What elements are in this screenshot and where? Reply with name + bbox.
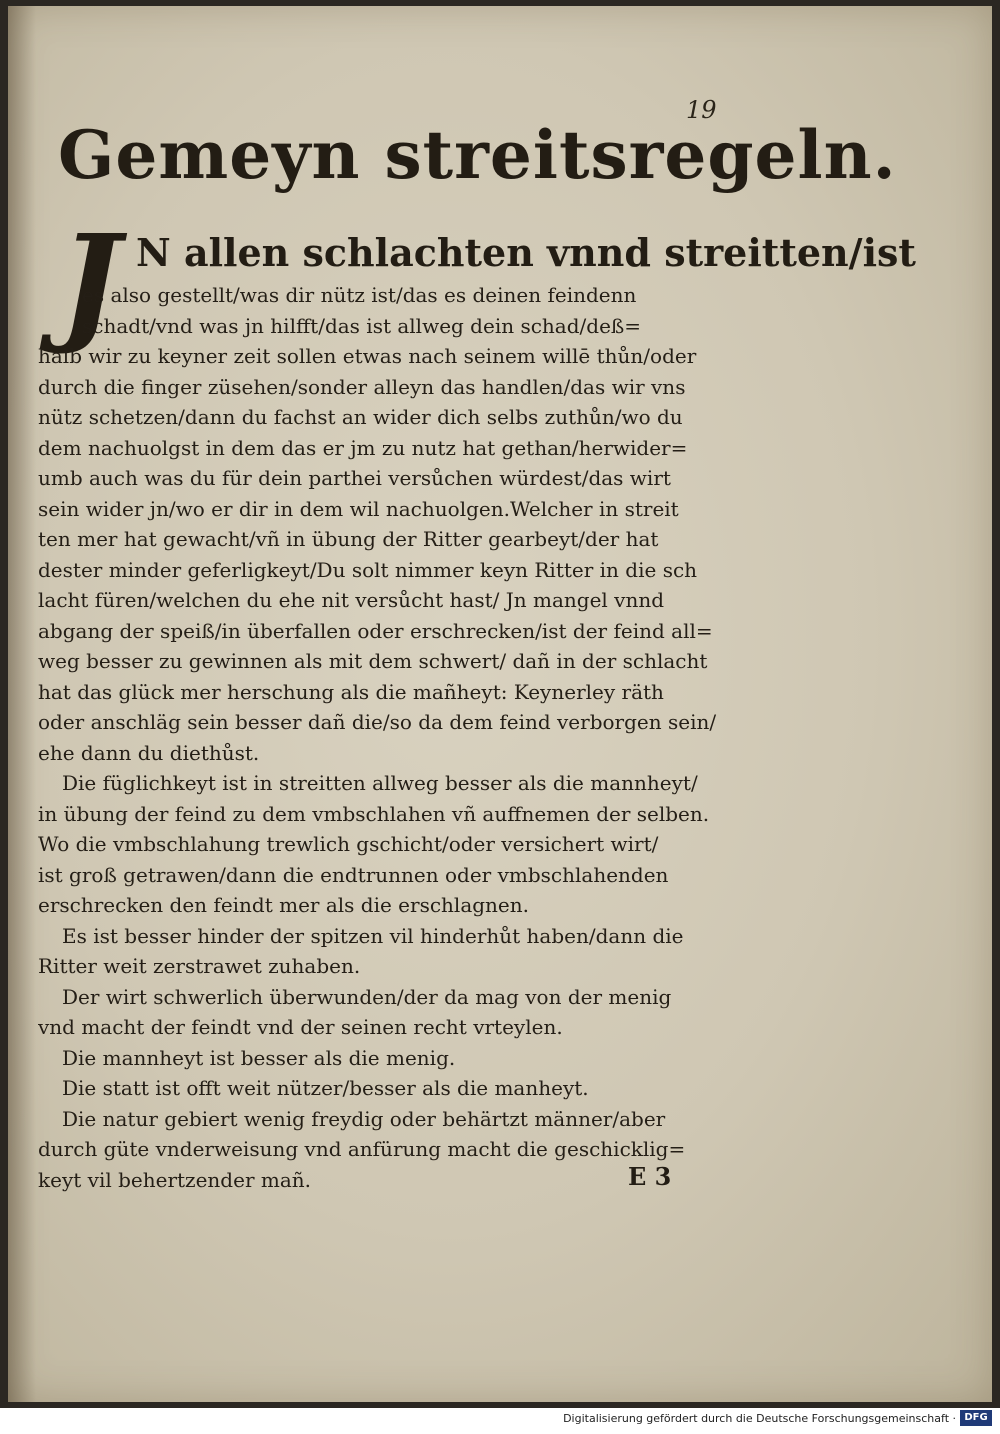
paragraph-line: Der wirt schwerlich überwunden/der da mag von der menig <box>62 984 672 1009</box>
text-line: sein wider jn/wo er dir in dem wil nachuolgen.Welcher in streit <box>38 496 679 521</box>
paragraph-line: erschrecken den feindt mer als die erschlagnen. <box>38 893 529 917</box>
text-line: dem nachuolgst in dem das er jm zu nutz hat gethan/herwider= <box>38 435 688 460</box>
text-line: ten mer hat gewacht/vñ in übung der Ritter gearbeyt/der hat <box>38 527 659 551</box>
text-line: halb wir zu keyner zeit sollen etwas nach seinem willē thůn/oder <box>38 344 697 368</box>
text-line: oder anschläg sein besser dañ die/so da dem feind verborgen sein/ <box>38 710 717 734</box>
body-text <box>38 280 778 1195</box>
paragraph-line: Wo die vmbschlahung trewlich gschicht/oder versichert wirt/ <box>38 832 659 856</box>
text-line: ehe dann du diethůst. <box>38 740 260 765</box>
paragraph-line: keyt vil behertzender mañ. <box>38 1167 311 1192</box>
page-heading: Gemeyn streitsregeln. <box>58 116 897 194</box>
paragraph-line: vnd macht der feindt vnd der seinen recht vrteylen. <box>38 1015 563 1039</box>
text-line: lacht füren/welchen du ehe nit versůcht hast/ Jn mangel vnnd <box>38 588 665 612</box>
paragraph-line: durch güte vnderweisung vnd anfürung macht die geschicklig= <box>38 1137 686 1161</box>
text-line: weg besser zu gewinnen als mit dem schwert/ dañ in der schlacht <box>38 649 708 673</box>
paragraph-line: Die füglichkeyt ist in streitten allweg besser als die mannheyt/ <box>62 771 698 795</box>
paragraph-line: Die mannheyt ist besser als die menig. <box>62 1045 456 1070</box>
paragraph-line: ist groß getrawen/dann die endtrunnen oder vmbschlahenden <box>38 862 669 887</box>
first-line: N allen schlachten vnnd streitten/ist <box>136 230 916 275</box>
text-line: es also gestellt/was dir nütz ist/das es deinen feindenn <box>82 283 637 307</box>
text-line: dester minder geferligkeyt/Du solt nimmer keyn Ritter in die sch <box>38 557 698 582</box>
page-number: 19 <box>686 96 717 124</box>
paragraph-line: Es ist besser hinder der spitzen vil hinderhůt haben/dann die <box>62 923 684 948</box>
signature-mark: E 3 <box>628 1162 672 1191</box>
funding-credit: Digitalisierung gefördert durch die Deutsche Forschungsgemeinschaft · <box>563 1412 956 1425</box>
paragraph-line: in übung der feind zu dem vmbschlahen vñ auffnemen der selben. <box>38 801 710 826</box>
text-line: schadt/vnd was jn hilfft/das ist allweg dein schad/deß= <box>82 313 642 338</box>
decorated-initial: J <box>59 208 121 358</box>
text-line: durch die finger züsehen/sonder alleyn das handlen/das wir vns <box>38 374 686 399</box>
text-line: umb auch was du für dein parthei versůchen würdest/das wirt <box>38 466 671 490</box>
text-line: abgang der speiß/in überfallen oder erschrecken/ist der feind all= <box>38 618 713 643</box>
paragraph-line: Die natur gebiert wenig freydig oder behärtzt männer/aber <box>62 1106 666 1131</box>
text-line: hat das glück mer herschung als die mañheyt: Keynerley räth <box>38 679 664 704</box>
text-line: nütz schetzen/dann du fachst an wider dich selbs zuthůn/wo du <box>38 405 683 429</box>
paragraph-line: Ritter weit zerstrawet zuhaben. <box>38 954 361 978</box>
dfg-logo[interactable]: DFG <box>960 1410 992 1426</box>
paragraph-line: Die statt ist offt weit nützer/besser als die manheyt. <box>62 1076 589 1100</box>
